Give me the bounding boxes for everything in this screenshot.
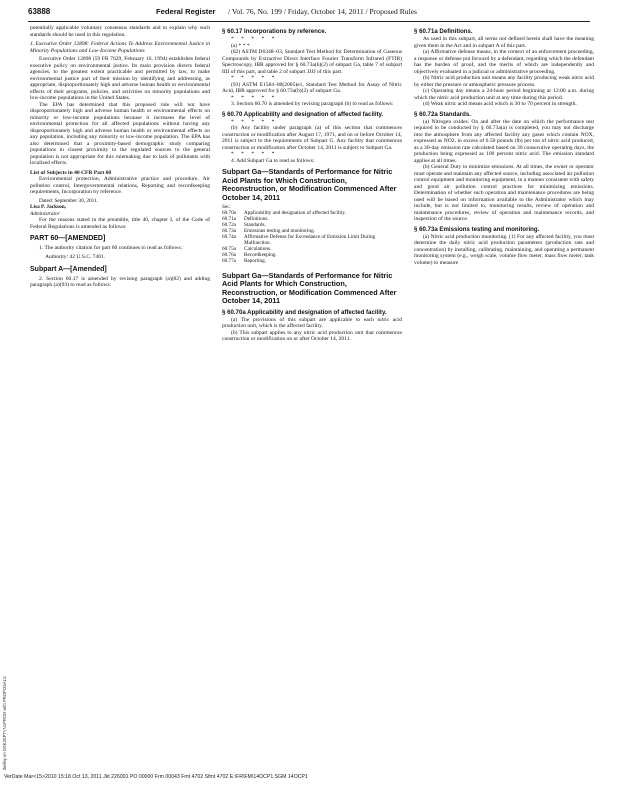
column-3 xyxy=(414,25,594,777)
toc-row: 60.77a Reporting. xyxy=(222,257,267,264)
omission-stars: * * * * * xyxy=(231,151,278,158)
part-heading: PART 60—[AMENDED] xyxy=(30,235,106,243)
toc-sec-label: Sec. xyxy=(222,203,231,210)
paragraph: 3. Section 60.70 is amended by revising paragraph (b) to read as follows: xyxy=(231,101,394,108)
subpart-title: Subpart Ga—Standards of Performance for Nitric Acid Plants for Which Construction, Reconstruction, or Modification Commenced After October 14, 2011 xyxy=(222,270,397,306)
paragraph: (b) This subpart applies to any nitric acid production unit that commences construction or modification on or after October 14, 2011. xyxy=(222,329,402,343)
section-heading: § 60.71a Definitions. xyxy=(414,28,473,35)
paragraph: (b) Nitric acid production unit means any facility producing weak nitric acid by either the pressure or atmospheric pressure process. xyxy=(414,75,594,88)
omission-stars: * * * * * xyxy=(231,94,278,101)
paragraph: For the reasons stated in the preamble, title 40, chapter I, of the Code of Federal Regulations is amended as follows: xyxy=(30,217,210,230)
section-heading: § 60.72a Standards. xyxy=(414,110,471,118)
paragraph: (a) The provisions of this subpart are applicable to each nitric acid production unit, which is the affected facility. xyxy=(222,316,402,330)
paragraph: (c) Operating day means a 24-hour period beginning at 12:00 a.m. during which the nitric acid production unit at any time during this period. xyxy=(414,88,594,101)
paragraph: As used in this subpart, all terms not defined herein shall have the meaning given them in the Act and in subpart A of this part. xyxy=(414,36,594,49)
paragraph: The EPA has determined that this proposed rule will not have disproportionately high and adverse human health or environmental effects on minority or low-income populations because it increases the level of environmental protection for all affected populations without having any disproportionately high and adverse human health or environmental effects on any population, including any minority or low-income population. The EPA has also determined that a proximity-based demographic study comparing populations in closest proximity to the regulated sources to the general population is not appropriate for this rulemaking due to lack of pollutants with localized effects. xyxy=(30,101,210,167)
column-1 xyxy=(30,25,210,777)
paragraph: (a) Nitric acid production monitoring. (1) For any affected facility, you must determine the daily nitric acid production parameters (production rate and concentration) by installing, calibrating, maintaining, and operating a permanent monitoring system (e.g., weigh scale, volume flow meter, mass flow meter, tank volume) to measure xyxy=(414,233,594,266)
side-margin-note: tkelley on DSK3SPTVN1PROD with PROPOSALS xyxy=(2,676,7,770)
header-rule xyxy=(28,21,590,22)
volume-info: / Vol. 76, No. 199 / Friday, October 14, 2011 / Proposed Rules xyxy=(228,7,417,16)
omission-stars: * * * * * xyxy=(231,118,278,125)
subpart-title: Subpart Ga—Standards of Performance for Nitric Acid Plants for Which Construction, Reconstruction, or Modification Commenced After October 14, 2011 xyxy=(222,167,397,202)
page-footer: VerDate Mar<15>2010 15:18 Oct 13, 2011 Jkt 226001 PO 00000 Frm 00043 Fmt 4702 Sfmt 4702 E:\FR\FM\14OCP1.SGM 14OCP1 xyxy=(4,774,308,780)
toc-row: 60.71a Definitions. xyxy=(222,215,269,222)
section-heading: § 60.70a Applicability and designation of affected facility. xyxy=(222,308,387,316)
paragraph: potentially applicable voluntary consensus standards and to explain why such standards should be used in this regulation. xyxy=(30,25,210,38)
section-heading: § 60.73a Emissions testing and monitoring. xyxy=(414,225,540,233)
omission-stars: * * * * * xyxy=(231,36,278,42)
toc-row: 60.73a Emissions testing and monitoring. xyxy=(222,227,315,234)
page-number: 63888 xyxy=(28,7,51,16)
section-title: J. Executive Order 12898: Federal Actions To Address Environmental Justice in Minority Populations and Low-Income Populations xyxy=(30,41,210,54)
table-of-contents xyxy=(222,204,402,264)
paragraph: (b) General Duty to minimize emissions. At all times, the owner or operator must operate and maintain any affected source, including associated air pollution control equipment and monitoring equipment, in a manner consistent with safety and good air pollution control practices for minimizing emissions. Determination of whether such operation and maintenance procedures are being used will be based on information available to the Administrator which may include, but is not limited to, monitoring results, review of operation and maintenance procedures, review of operation and maintenance records, and inspection of the source. xyxy=(414,164,594,223)
column-2 xyxy=(222,25,402,777)
page-header xyxy=(28,6,590,20)
authority-citation: Authority: 42 U.S.C. 7401. xyxy=(45,253,106,260)
publication-name: Federal Register xyxy=(156,7,216,16)
paragraph: 4. Add Subpart Ga to read as follows: xyxy=(231,157,315,164)
subpart-heading: Subpart A—[Amended] xyxy=(30,265,107,273)
toc-row: 60.72a Standards. xyxy=(222,221,266,228)
section-heading: § 60.17 Incorporations by reference. xyxy=(222,28,327,35)
toc-row: 60.76a Recordkeeping. xyxy=(222,251,277,258)
paragraph: Environmental protection, Administrative practice and procedure, Air pollution control, Intergovernmental relations, Reporting and recordkeeping requirements, Incorporation by reference. xyxy=(30,176,210,196)
signer-name: Lisa P. Jackson, xyxy=(30,204,67,211)
section-heading: § 60.70 Applicability and designation of affected facility. xyxy=(222,110,384,118)
omission-stars: * * * * * xyxy=(231,75,278,82)
paragraph: (82) ASTM D6348–03, Standard Test Method for Determination of Gaseous Compounds by Extractive Direct Interface Fourier Transform Infrared (FTIR) Spectroscopy, IBR approved for § 60.73a(b)(2) of subpart Ga, table 7 of subpart IIII of this part, and table 2 of subpart JJJJ of this part. xyxy=(222,49,402,75)
paragraph: (a) Nitrogen oxides. On and after the date on which the performance test required to be conducted by § 60.73a(a) is completed, you may not discharge into the atmosphere from any affected facility any gases which contain NOX, expressed as NO2, in excess of 0.50 pounds (lb) per ton of nitric acid produced, as a 30-day emission rate calculated based on 30 consecutive operating days, the production being expressed as 100 percent nitric acid. The emission standard applies at all times. xyxy=(414,118,594,164)
paragraph: Executive Order 12898 (59 FR 7629, February 16, 1994) establishes federal executive policy on environmental justice. Its main provision directs federal agencies, to the greatest extent practicable and permitted by law, to make environmental justice part of their mission by identifying and addressing, as appropriate, disproportionately high and adverse human health or environmental effects of their programs, policies, and activities on minority populations and low-income populations in the United States. xyxy=(30,56,210,102)
paragraph: 2. Section 60.17 is amended by revising paragraph (a)(82) and adding paragraph (a)(93) to read as follows: xyxy=(30,275,210,289)
paragraph: (d) Weak nitric acid means acid which is 30 to 70 percent in strength. xyxy=(423,101,577,108)
paragraph: (a) Affirmative defense means, in the context of an enforcement proceeding, a response or defense put forward by a defendant, regarding which the defendant has the burden of proof, and the merits of which are independently and objectively evaluated in a judicial or administrative proceeding. xyxy=(414,49,594,75)
paragraph: (93) ASTM E1584–00(2005)e1, Standard Test Method for Assay of Nitric Acid, IBR approved for § 60.73a(b)(2) of subpart Ga. xyxy=(222,81,402,95)
dated-line: Dated: September 30, 2011. xyxy=(39,197,99,204)
paragraph: (b) Any facility under paragraph (a) of this section that commences construction or modification after August 17, 1971, and on or before October 14, 2011 is subject to the requirements of Subpart G. Any facility that commences construction or modification after October 14, 2011 is subject to Subpart Ga. xyxy=(222,125,402,151)
toc-row: 60.70a Applicability and designation of affected facility. xyxy=(222,209,346,216)
toc-row: 60.74a Affirmative Defense for Exceedance of Emission Limit During Malfunction. xyxy=(222,233,376,246)
toc-row: 60.75a Calculations. xyxy=(222,245,272,252)
paragraph: (a) * * * xyxy=(231,42,250,49)
paragraph: 1. The authority citation for part 60 continues to read as follows: xyxy=(39,245,183,252)
signer-title: Administrator xyxy=(30,210,60,217)
subjects-heading: List of Subjects in 40 CFR Part 60 xyxy=(30,169,112,176)
